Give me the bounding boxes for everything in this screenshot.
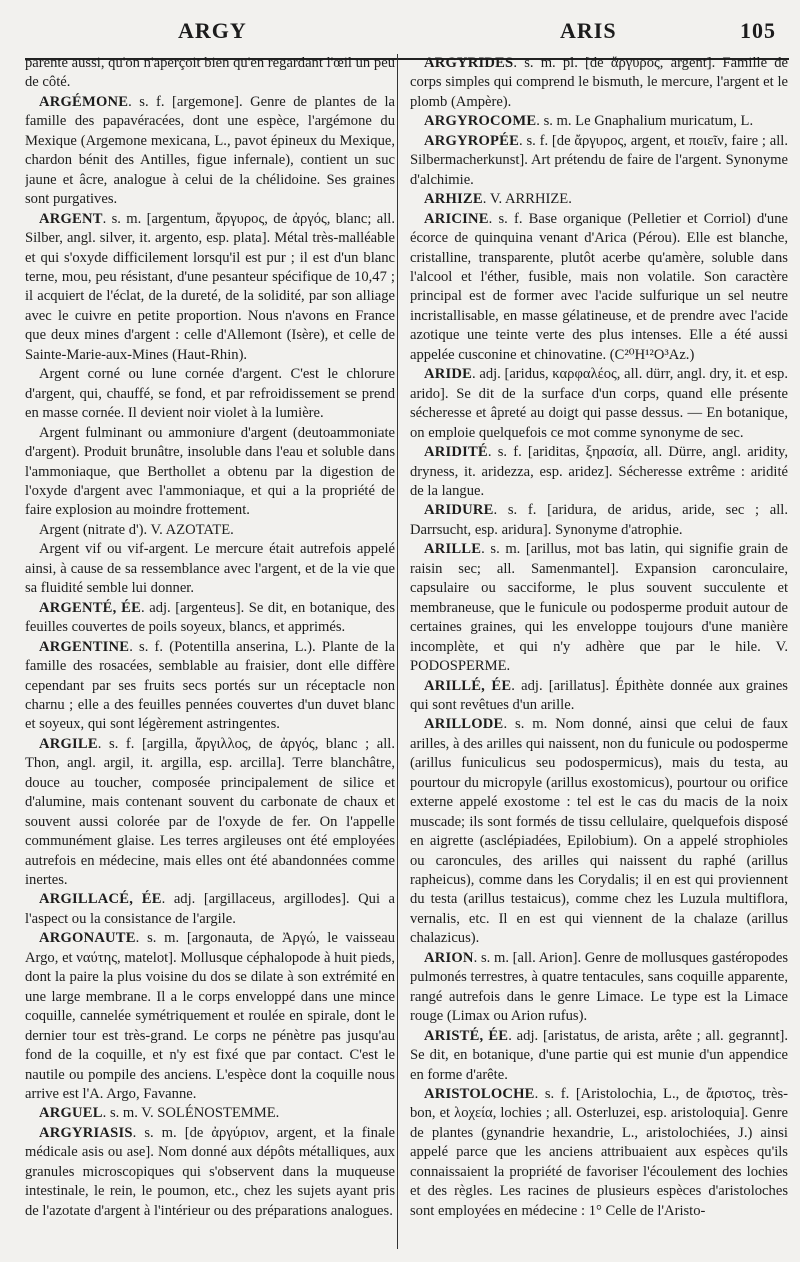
entry-headword: ARGYROCOME bbox=[424, 113, 537, 130]
entry-text: Argent corné ou lune cornée d'argent. C'est le chlorure d'argent, qui, chauffé, se fond, et par refroidissement se prend en masse cornée. Il devient noir violet à la lumière. bbox=[25, 366, 395, 422]
running-head-left: ARGY bbox=[178, 18, 247, 43]
entry-paragraph bbox=[25, 365, 395, 423]
page-header bbox=[0, 14, 800, 48]
entry-text: . s. m. pl. [de ἄργυρος, argent]. Famille de corps simples qui comprend le bismuth, le mercure, l'argent et le plomb (Ampère). bbox=[410, 55, 788, 110]
dictionary-entry bbox=[410, 365, 788, 443]
entry-headword: ARGILE bbox=[39, 735, 98, 752]
entry-headword: ARILLÉ, ÉE bbox=[424, 677, 512, 694]
entry-text: Argent (nitrate d'). V. AZOTATE. bbox=[39, 521, 234, 538]
entry-headword: ARILLE bbox=[424, 541, 482, 558]
entry-headword: ARION bbox=[424, 949, 474, 966]
entry-text: . s. m. Le Gnaphalium muricatum, L. bbox=[536, 113, 754, 130]
entry-text: . s. f. [Aristolochia, L., de ἄριστος, très-bon, et λοχεία, lochies ; all. Osterluzei, esp. aristoloquia]. Genre de plantes (gynandrie hexandrie, L., aristolochiées, J.) ainsi appelé parce que les anciens attribuaient aux espèces qu'ils connaissaient la propriété de favoriser l'écoulement des lochies et des règles. Les racines de plusieurs espèces d'aristoloches sont employées en médecine : 1° Celle de l'Aristo- bbox=[410, 1086, 788, 1219]
left-column bbox=[25, 54, 395, 1249]
dictionary-entry bbox=[25, 890, 395, 929]
entry-text: . adj. [arillatus]. Épithète donnée aux graines qui sont revêtues d'un arille. bbox=[410, 677, 788, 713]
entry-text: . s. f. (Potentilla anserina, L.). Plante de la famille des rosacées, semblable au fraisier, dont elle diffère cependant par ses fruits secs portés sur un réceptacle non charnu ; elle a des feuilles pennées couvertes d'un duvet blanc et soyeux, qui sont légèrement astringentes. bbox=[25, 638, 395, 733]
entry-headword: ARIDURE bbox=[424, 502, 494, 519]
entry-text: . s. f. [argemone]. Genre de plantes de la famille des papavéracées, dont une espèce, l'argémone du Mexique (Argemone mexicana, L., pavot épineux du Mexique, chardon bénit des Antilles, figue infernale), contient un suc jaune et âcre, analogue à celui de la chélidoine. Ses graines sont purgatives. bbox=[25, 93, 395, 208]
entry-text: . s. f. [de ἄργυρος, argent, et ποιεῖν, faire ; all. Silbermacherkunst]. Art prétendu de faire de l'argent. Synonyme d'alchimie. bbox=[410, 132, 788, 188]
entry-text: Argent vif ou vif-argent. Le mercure était autrefois appelé ainsi, à cause de sa ressemblance avec l'argent, et de la vie que sa fluidité semble lui donner. bbox=[25, 541, 395, 597]
dictionary-entry bbox=[410, 949, 788, 1027]
entry-text: . s. m. Nom donné, ainsi que celui de faux arilles, à des arilles qui naissent, non du funicule ou podosperme (arillus funiculicus seu podospermicus), mais du testa, au pourtour du micropyle (arillus exostomicus), pourtour ou orifice externe appelé exostome : tel est le cas du macis de la noix muscade; ils sont formés de tissu cellulaire, quelquefois disposé en aigrette (asclépiadées, Epilobium). On a appelé strophioles ou caroncules, des arilles qui naissent du raphé (arillus rapheicus), comme dans les Corydalis; il en est qui proviennent du testa (arillus testaicus), comme chez les Luzula multiflora, vernalis, etc. Il en est qui viennent de la chalaze (arillus chalazicus). bbox=[410, 716, 788, 947]
dictionary-entry bbox=[25, 210, 395, 366]
dictionary-entry bbox=[410, 1027, 788, 1085]
entry-paragraph bbox=[25, 424, 395, 521]
entry-headword: ARHIZE bbox=[424, 191, 483, 208]
entry-headword: ARILLODE bbox=[424, 716, 504, 733]
entry-headword: ARGILLACÉ, ÉE bbox=[39, 891, 162, 908]
entry-text: . adj. [aristatus, de arista, arête ; all. gegrannt]. Se dit, en botanique, d'une partie qui est munie d'un appendice en forme d'arête. bbox=[410, 1027, 788, 1083]
entry-headword: ARISTÉ, ÉE bbox=[424, 1027, 509, 1044]
dictionary-entry bbox=[410, 1085, 788, 1221]
entry-text: . s. m. [arillus, mot bas latin, qui signifie grain de raisin sec; all. Samenmantel]. Expansion caronculaire, capsulaire ou sacciforme, le plus souvent succulente et membraneuse, que le funicule ou podosperme produit autour de certaines graines, qui les enveloppe toujours d'une manière incomplète, et qui n'y adhère que par le hile. V. PODOSPERME. bbox=[410, 541, 788, 675]
entry-text: . adj. [argillaceus, argillodes]. Qui a l'aspect ou la consistance de l'argile. bbox=[25, 891, 395, 927]
entry-text: parente aussi, qu'on n'aperçoit bien qu'en regardant l'œil un peu de côté. bbox=[25, 55, 395, 91]
dictionary-entry bbox=[410, 715, 788, 948]
entry-headword: ARGONAUTE bbox=[39, 930, 136, 947]
dictionary-entry bbox=[410, 112, 788, 131]
dictionary-entry bbox=[25, 1104, 395, 1123]
dictionary-entry bbox=[410, 677, 788, 716]
entry-paragraph bbox=[25, 54, 395, 93]
entry-text: . s. f. [argilla, ἄργιλλος, de ἀργός, blanc ; all. Thon, angl. argil, it. argilla, esp. arcilla]. Terre blanchâtre, douce au toucher, composée principalement de silice et d'alumine, mais contenant souvent du carbonate de chaux et souvent aussi colorée par de l'oxyde de fer. On l'appelle communément glaise. Les terres argileuses ont été employées autrefois en médecine, mais elles ont été abandonnées comme inertes. bbox=[25, 735, 395, 889]
entry-text: . s. f. [aridura, de aridus, aride, sec ; all. Darrsucht, esp. aridura]. Synonyme d'atrophie. bbox=[410, 502, 788, 538]
dictionary-entry bbox=[410, 54, 788, 112]
dictionary-entry bbox=[25, 735, 395, 891]
entry-headword: ARIDITÉ bbox=[424, 444, 488, 461]
running-head-right: ARIS bbox=[560, 18, 617, 43]
entry-paragraph bbox=[25, 540, 395, 598]
entry-text: Argent fulminant ou ammoniure d'argent (deutoammoniate d'argent). Produit brunâtre, insoluble dans l'eau et soluble dans l'ammoniaque, que Berthollet a obtenu par la digestion de l'oxyde d'argent avec l'ammoniaque, et qui a la propriété de faire explosion au moindre frottement. bbox=[25, 424, 395, 519]
page-number: 105 bbox=[740, 18, 776, 43]
dictionary-entry bbox=[410, 132, 788, 190]
entry-headword: ARISTOLOCHE bbox=[424, 1086, 535, 1103]
dictionary-entry bbox=[25, 93, 395, 210]
entry-headword: ARGUEL bbox=[39, 1105, 103, 1122]
entry-text: . s. m. [all. Arion]. Genre de mollusques gastéropodes pulmonés terrestres, à quatre tentacules, sans coquille apparente, rangé autrefois dans le genre Limace. Le type est la Limace rouge (Limax ou Arion rufus). bbox=[410, 949, 788, 1025]
dictionary-entry bbox=[25, 599, 395, 638]
entry-text: . s. m. [de ἀργύριον, argent, et la finale médicale asis ou ase]. Nom donné aux dépôts métalliques, aux granules microscopiques qui s'observent dans la muqueuse intestinale, le rein, le poumon, etc., chez les sujets ayant pris de l'azotate d'argent à l'intérieur ou des préparations analogues. bbox=[25, 1124, 395, 1219]
dictionary-entry bbox=[410, 443, 788, 501]
entry-text: . s. m. [argentum, ἄργυρος, de ἀργός, blanc; all. Silber, angl. silver, it. argento, esp. plata]. Métal très-malléable et qui s'oxyde difficilement lorsqu'il est pur ; il est d'un blanc terne, mou, peu résistant, d'une pesanteur spécifique de 10,47 ; il acquiert de l'éclat, de la dureté, de la solidité, par son alliage avec le cuivre en petite proportion. Nous n'avons en France que deux mines d'argent : celle d'Allemont (Isère), et celle de Sainte-Marie-aux-Mines (Haut-Rhin). bbox=[25, 210, 395, 363]
column-divider bbox=[397, 54, 398, 1249]
entry-headword: ARGYRIASIS bbox=[39, 1124, 133, 1141]
dictionary-entry bbox=[410, 540, 788, 676]
dictionary-entry bbox=[410, 190, 788, 209]
entry-text: . s. f. [ariditas, ξηρασία, all. Dürre, angl. aridity, dryness, it. aridezza, esp. aridez]. Sécheresse extrême : aridité de la langue. bbox=[410, 444, 788, 499]
entry-headword: ARGENTINE bbox=[39, 638, 130, 655]
entry-headword: ARGYRIDES bbox=[424, 55, 514, 71]
entry-headword: ARGENTÉ, ÉE bbox=[39, 599, 142, 616]
entry-headword: ARGENT bbox=[39, 210, 103, 227]
dictionary-entry bbox=[410, 210, 788, 366]
entry-headword: ARIDE bbox=[424, 366, 473, 383]
entry-text: . V. ARRHIZE. bbox=[482, 191, 572, 208]
entry-text: . s. m. V. SOLÉNOSTEMME. bbox=[102, 1105, 280, 1122]
entry-text: . adj. [aridus, καρφαλέος, all. dürr, angl. dry, it. et esp. arido]. Se dit de la surface d'un corps, quand elle présente sécheresse et âpreté au doigt qui passe dessus. — En botanique, on emploie quelquefois ce mot comme synonyme de sec. bbox=[410, 366, 788, 441]
dictionary-entry bbox=[25, 929, 395, 1104]
dictionary-entry bbox=[410, 501, 788, 540]
entry-text: . adj. [argenteus]. Se dit, en botanique, des feuilles couvertes de poils soyeux, blancs, et apprimés. bbox=[25, 599, 395, 636]
dictionary-entry bbox=[25, 1124, 395, 1221]
entry-headword: ARGYROPÉE bbox=[424, 132, 520, 149]
entry-text: . s. m. [argonauta, de Ἀργώ, le vaisseau Argo, et ναύτης, matelot]. Mollusque céphalopode à huit pieds, dont la paire la plus voisine du dos se dilate à son extrémité en une large membrane. Il a le corps enveloppé dans une mince coquille, cannelée symétriquement et roulée en spirale, dont le dernier tour est très-grand. Le corps ne pénètre pas jusqu'au fond de la coquille, et n'y est fixé que par contact. C'est le nautile ou pompile des anciens. L'espèce dont la coquille nous arrive est l'A. Argo, Favanne. bbox=[25, 930, 395, 1103]
entry-headword: ARICINE bbox=[424, 210, 489, 227]
dictionary-entry bbox=[25, 638, 395, 735]
entry-text: . s. f. Base organique (Pelletier et Corriol) d'une écorce de quinquina venant d'Arica (Pérou). Elle est blanche, cristalline, transparente, plutôt acerbe qu'amère, soluble dans l'alcool et l'éther, fusible, mais non volatile. Son caractère principal est de former avec l'acide sulfurique un sel neutre incristallisable, en masse gélatineuse, et de prendre avec l'acide azotique une teinte verte des plus intenses. Elle a été aussi appelée cusconine et chinovatine. (C²⁰H¹²O³Az.) bbox=[410, 210, 788, 363]
entry-paragraph bbox=[25, 521, 395, 540]
right-column bbox=[410, 54, 788, 1249]
entry-headword: ARGÉMONE bbox=[39, 93, 129, 110]
